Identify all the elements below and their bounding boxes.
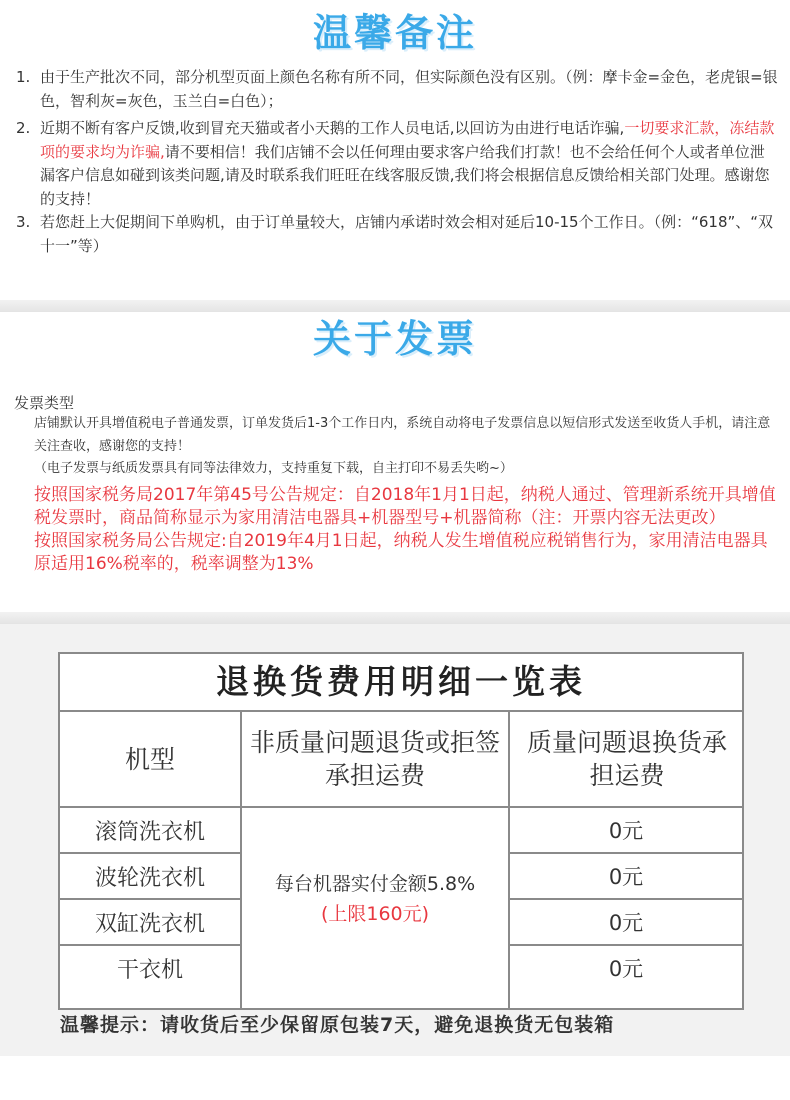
section-divider <box>0 300 790 312</box>
note-text: 由于生产批次不同，部分机型页面上颜色名称有所不同，但实际颜色没有区别。（例：摩卡金=金色，老虎银=银色，智利灰=灰色，玉兰白=白色）； <box>40 68 778 110</box>
note-text: 若您赶上大促期间下单购机，由于订单量较大，店铺内承诺时效会相对延后10-15个工作日。（例：“618”、“双十一”等） <box>40 213 774 255</box>
invoice-type-label: 发票类型 <box>14 394 75 412</box>
section-divider <box>0 612 790 624</box>
quality-fee-cell: 0元 <box>608 911 644 935</box>
tax-notice <box>34 484 779 576</box>
invoice-section <box>0 312 790 612</box>
tax-notice-2018: 按照国家税务局2017年第45号公告规定：自2018年1月1日起，纳税人通过、管理新系统开具增值税发票时，商品简称显示为家用清洁电器具+机器型号+机器简称（注：开票内容无法更改） <box>34 485 776 528</box>
note-item <box>16 66 778 113</box>
notes-section <box>0 0 790 300</box>
table-title: 退换货费用明细一览表 <box>60 654 742 712</box>
header-quality: 质量问题退换货承担运费 <box>526 728 727 790</box>
header-non-quality: 非质量问题退货或拒签承担运费 <box>250 728 501 790</box>
fee-cap: (上限160元) <box>320 903 430 925</box>
tax-notice-2019: 按照国家税务局公告规定:自2019年4月1日起，纳税人发生增值税应税销售行为，家用清洁电器具原适用16%税率的，税率调整为13% <box>34 531 768 574</box>
non-quality-fee-cell <box>242 808 508 990</box>
note-text-part: 近期不断有客户反馈,收到冒充天猫或者小天鹅的工作人员电话,以回访为由进行电话诈骗, <box>40 119 625 137</box>
invoice-note: （电子发票与纸质发票具有同等法律效力，支持重复下载，自主打印不易丢失哟~） <box>34 461 513 476</box>
model-cell: 滚筒洗衣机 <box>94 819 205 845</box>
non-quality-fee: 每台机器实付金额5.8% <box>274 873 476 895</box>
refund-section <box>0 624 790 1056</box>
quality-fee-cell: 0元 <box>608 819 644 843</box>
warm-tip: 温馨提示：请收货后至少保留原包装7天，避免退换货无包装箱 <box>60 1014 615 1036</box>
model-cell: 干衣机 <box>116 957 183 983</box>
note-item <box>16 211 778 258</box>
quality-fee-cell: 0元 <box>608 865 644 889</box>
fraud-warning: 一切要求汇款，冻结款项的要求均为诈骗, <box>40 119 775 161</box>
note-item <box>16 117 778 211</box>
notes-title: 温馨备注 <box>312 11 477 55</box>
note-number: 2. <box>16 119 31 137</box>
note-number: 1. <box>16 68 31 86</box>
refund-fee-table <box>58 652 744 1010</box>
model-cell: 波轮洗衣机 <box>94 865 205 891</box>
model-cell: 双缸洗衣机 <box>94 911 205 937</box>
note-text <box>40 117 778 211</box>
note-number: 3. <box>16 213 31 231</box>
notes-list <box>16 66 778 258</box>
invoice-title: 关于发票 <box>312 317 477 361</box>
quality-fee-cell: 0元 <box>608 957 644 981</box>
header-model: 机型 <box>124 744 175 774</box>
invoice-description: 店铺默认开具增值税电子普通发票，订单发货后1-3个工作日内，系统自动将电子发票信息以短信形式发送至收货人手机，请注意关注查收，感谢您的支持！ <box>34 416 771 454</box>
note-text-part: 请不要相信！我们店铺不会以任何理由要求客户给我们打款！也不会给任何个人或者单位泄漏客户信息如碰到该类问题,请及时联系我们旺旺在线客服反馈,我们将会根据信息反馈给相关部门处理。感谢您的支持！ <box>40 142 770 208</box>
